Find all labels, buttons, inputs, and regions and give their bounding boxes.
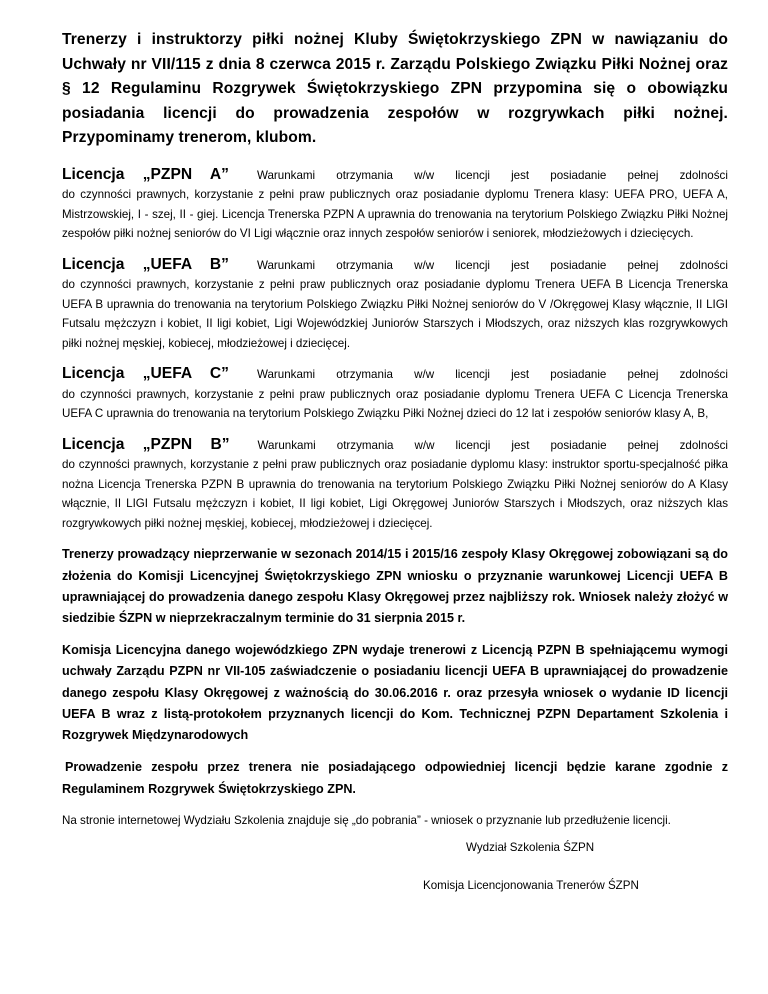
licence-uefa-b <box>62 255 728 354</box>
licence-heading-row <box>62 435 728 456</box>
licence-title: Licencja „UEFA C” <box>62 365 229 383</box>
website-info-paragraph: Na stronie internetowej Wydziału Szkolenia znajduje się „do pobrania” - wniosek o przyznanie lub przedłużenie licencji. <box>62 813 671 827</box>
licence-heading-row <box>62 364 728 385</box>
licence-description: do czynności prawnych, korzystanie z pełni praw publicznych oraz posiadanie dyplomu Trenera klasy: UEFA PRO, UEFA A, Mistrzowskiej, I - szej, II - giej. Licencja Trenerska PZPN A uprawnia do trenowania na terytorium Polskiego Związku Piłki Nożnej zespołów piłki nożnej seniorów do VI Ligi włącznie oraz innych zespołów seniorów i seniorek, młodzieżowych i dziecięcych. <box>62 188 728 241</box>
licence-condition-first-line: Warunkami otrzymania w/w licencji jest posiadanie pełnej zdolności <box>257 438 728 452</box>
licence-heading-row <box>62 255 728 276</box>
licence-pzpn-b <box>62 435 728 534</box>
licence-condition-first-line: Warunkami otrzymania w/w licencji jest posiadanie pełnej zdolności <box>256 368 728 382</box>
licence-condition-first-line: Warunkami otrzymania w/w licencji jest posiadanie pełnej zdolności <box>256 258 728 272</box>
licence-pzpn-a <box>62 165 728 244</box>
licence-title: Licencja „UEFA B” <box>62 255 229 273</box>
signature-training-department: Wydział Szkolenia ŚZPN <box>466 841 595 855</box>
licence-uefa-c <box>62 364 728 424</box>
licence-description: do czynności prawnych, korzystanie z pełni praw publicznych oraz posiadanie dyplomu Trenera UEFA C Licencja Trenerska UEFA C uprawnia do trenowania na terytorium Polskiego Związku Piłki Nożnej dzieci do 12 lat i zespołów seniorów klasy A, B, <box>62 387 728 421</box>
district-class-paragraph: Trenerzy prowadzący nieprzerwanie w sezonach 2014/15 i 2015/16 zespoły Klasy Okręgowej zobowiązani są do złożenia do Komisji Licencyjnej Świętokrzyskiego ZPN wniosku o przyznanie warunkowej Licencji UEFA B uprawniającej do prowadzenia danego zespołu Klasy Okręgowej przez najbliższy rok. Wniosek należy złożyć w siedzibie ŚZPN w nieprzekraczalnym terminie do 31 sierpnia 2015 r. <box>62 547 728 626</box>
licence-condition-first-line: Warunkami otrzymania w/w licencji jest posiadanie pełnej zdolności <box>256 168 728 182</box>
licence-heading-row <box>62 165 728 186</box>
licence-description: do czynności prawnych, korzystanie z pełni praw publicznych oraz posiadanie dyplomu klasy: instruktor sportu-specjalność piłka nożna Licencja Trenerska PZPN B uprawnia do trenowania na terytorium Polskiego Związku Piłki Nożnej seniorów do A Klasy włącznie, II LIGI Futsalu mężczyzn i kobiet, II ligi kobiet, Ligi Okręgowej Juniorów Starszych i Młodszych, oraz niższych klas rozgrywkowych piłki nożnej męskiej, kobiecej, młodzieżowej i dziecięcej. <box>62 458 728 530</box>
signature-licensing-commission: Komisja Licencjonowania Trenerów ŚZPN <box>423 878 639 892</box>
licence-description: do czynności prawnych, korzystanie z pełni praw publicznych oraz posiadanie dyplomu Trenera UEFA B Licencja Trenerska UEFA B uprawnia do trenowania na terytorium Polskiego Związku Piłki Nożnej seniorów do V /Okręgowej Klasy włącznie, II LIGI Futsalu mężczyzn i kobiet, II ligi kobiet, Ligi Wojewódzkiej Juniorów Starszych i Młodszych, oraz niższych klas rozgrywkowych piłki nożnej męskiej, kobiecej, młodzieżowej i dziecięcej. <box>62 278 728 350</box>
licence-title: Licencja „PZPN A” <box>62 165 229 183</box>
penalty-paragraph: Prowadzenie zespołu przez trenera nie posiadającego odpowiedniej licencji będzie karane zgodnie z Regulaminem Rozgrywek Świętokrzyskiego ZPN. <box>62 760 728 796</box>
licence-title: Licencja „PZPN B” <box>62 435 230 453</box>
intro-paragraph: Trenerzy i instruktorzy piłki nożnej Kluby Świętokrzyskiego ZPN w nawiązaniu do Uchwały nr VII/115 z dnia 8 czerwca 2015 r. Zarządu Polskiego Związku Piłki Nożnej oraz § 12 Regulaminu Rozgrywek Świętokrzyskiego ZPN przypomina się o obowiązku posiadania licencji do prowadzenia zespołów w rozgrywkach piłki nożnej. Przypominamy trenerom, klubom. <box>62 31 728 147</box>
commission-paragraph: Komisja Licencyjna danego wojewódzkiego ZPN wydaje trenerowi z Licencją PZPN B spełniającemu wymogi uchwały Zarządu PZPN nr VII-105 zaświadczenie o posiadaniu licencji UEFA B uprawniającej do prowadzenie danego zespołu Klasy Okręgowej z ważnością do 30.06.2016 r. oraz przesyła wniosek o wydanie ID licencji UEFA B wraz z listą-protokołem przyznanych licencji do Kom. Technicznej PZPN Departament Szkolenia i Rozgrywek Międzynarodowych <box>62 643 728 743</box>
